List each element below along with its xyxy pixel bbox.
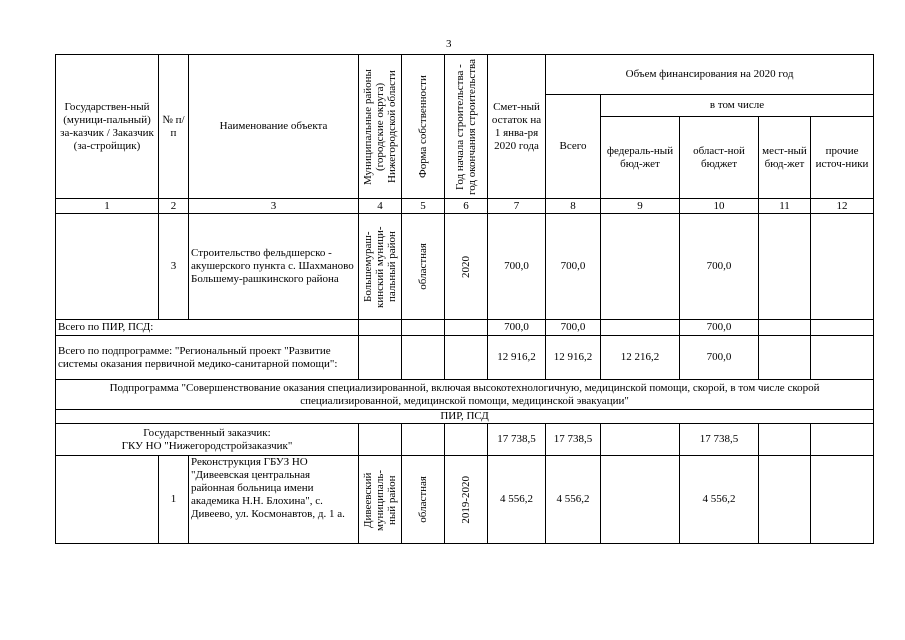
subprogram-title-row xyxy=(56,380,874,410)
customer-row xyxy=(56,424,874,456)
cell-object: Реконструкция ГБУЗ НО "Дивеевская центральная районная больница имени академика Н.Н. Блохина", с. Дивеево, ул. Космонавтов, д. 1 а. xyxy=(189,456,359,544)
pir-total-label: Всего по ПИР, ПСД: xyxy=(56,320,359,336)
header-including: в том числе xyxy=(601,95,874,117)
header-federal: федераль-ный бюд-жет xyxy=(601,117,680,199)
header-districts: Муниципальные районы (городские округа) Нижегородской области xyxy=(359,55,402,199)
cell-regional: 17 738,5 xyxy=(680,424,759,456)
col-num: 1 xyxy=(56,199,159,214)
header-total: Всего xyxy=(546,95,601,199)
cell-estimate: 12 916,2 xyxy=(488,336,546,380)
customer-label-line1: Государственный заказчик: xyxy=(143,426,271,439)
col-num: 12 xyxy=(811,199,874,214)
cell-estimate: 4 556,2 xyxy=(488,456,546,544)
header-years: Год начала строительства - год окончания строительства xyxy=(445,55,488,199)
col-num: 5 xyxy=(402,199,445,214)
header-ownership: Форма собственности xyxy=(402,55,445,199)
cell-ownership: областная xyxy=(402,214,445,320)
header-regional: област-ной бюджет xyxy=(680,117,759,199)
cell-years: 2019-2020 xyxy=(445,456,488,544)
cell-regional: 700,0 xyxy=(680,320,759,336)
cell-federal xyxy=(601,214,680,320)
col-num: 4 xyxy=(359,199,402,214)
cell-local xyxy=(759,214,811,320)
col-num: 6 xyxy=(445,199,488,214)
subprogram-title: Подпрограмма "Совершенствование оказания специализированной, включая высокотехнологичную, медицинской помощи, скорой, в том числе скорой специализированной, медицинской помощи, медицинской эвакуации" xyxy=(56,380,874,410)
cell-district: Большемураш-кинский муници-пальный район xyxy=(359,214,402,320)
subprogram-total-label: Всего по подпрограмме: "Региональный проект "Развитие системы оказания первичной медико-санитарной помощи": xyxy=(56,336,359,380)
page-number: 3 xyxy=(446,38,452,50)
cell-total: 12 916,2 xyxy=(546,336,601,380)
header-other: прочие источ-ники xyxy=(811,117,874,199)
cell-local xyxy=(759,456,811,544)
col-num: 2 xyxy=(159,199,189,214)
table-row xyxy=(56,456,874,544)
cell-num: 1 xyxy=(159,456,189,544)
header-customer: Государствен-ный (муници-пальный) за-казчик / Заказчик (за-стройщик) xyxy=(56,55,159,199)
cell-federal: 12 216,2 xyxy=(601,336,680,380)
cell-regional: 700,0 xyxy=(680,336,759,380)
cell-ownership: областная xyxy=(402,456,445,544)
cell-regional: 700,0 xyxy=(680,214,759,320)
cell-customer xyxy=(56,214,159,320)
cell-years: 2020 xyxy=(445,214,488,320)
header-object-name: Наименование объекта xyxy=(189,55,359,199)
cell-total: 17 738,5 xyxy=(546,424,601,456)
cell-total: 4 556,2 xyxy=(546,456,601,544)
section-row xyxy=(56,410,874,424)
customer-label xyxy=(56,424,359,456)
col-num: 8 xyxy=(546,199,601,214)
col-num: 11 xyxy=(759,199,811,214)
table-row xyxy=(56,214,874,320)
header-row-1 xyxy=(56,55,874,95)
cell-num: 3 xyxy=(159,214,189,320)
header-estimate: Смет-ный остаток на 1 янва-ря 2020 года xyxy=(488,55,546,199)
cell-estimate: 700,0 xyxy=(488,320,546,336)
header-num: № п/п xyxy=(159,55,189,199)
col-num: 3 xyxy=(189,199,359,214)
cell-object: Строительство фельдшерско - акушерского пункта с. Шахманово Большему-рашкинского района xyxy=(189,214,359,320)
customer-label-line2: ГКУ НО "Нижегородстройзаказчик" xyxy=(121,439,293,452)
cell-customer xyxy=(56,456,159,544)
header-local: мест-ный бюд-жет xyxy=(759,117,811,199)
cell-district: Дивеевский муниципаль-ный район xyxy=(359,456,402,544)
header-financing: Объем финансирования на 2020 год xyxy=(546,55,874,95)
column-numbers-row xyxy=(56,199,874,214)
subprogram-total-row xyxy=(56,336,874,380)
section-title: ПИР, ПСД xyxy=(56,410,874,424)
cell-federal xyxy=(601,456,680,544)
col-num: 7 xyxy=(488,199,546,214)
cell-other xyxy=(811,214,874,320)
cell-regional: 4 556,2 xyxy=(680,456,759,544)
pir-total-row xyxy=(56,320,874,336)
cell-total: 700,0 xyxy=(546,320,601,336)
col-num: 10 xyxy=(680,199,759,214)
financing-table xyxy=(55,54,874,544)
col-num: 9 xyxy=(601,199,680,214)
cell-estimate: 17 738,5 xyxy=(488,424,546,456)
cell-other xyxy=(811,456,874,544)
cell-total: 700,0 xyxy=(546,214,601,320)
cell-estimate: 700,0 xyxy=(488,214,546,320)
